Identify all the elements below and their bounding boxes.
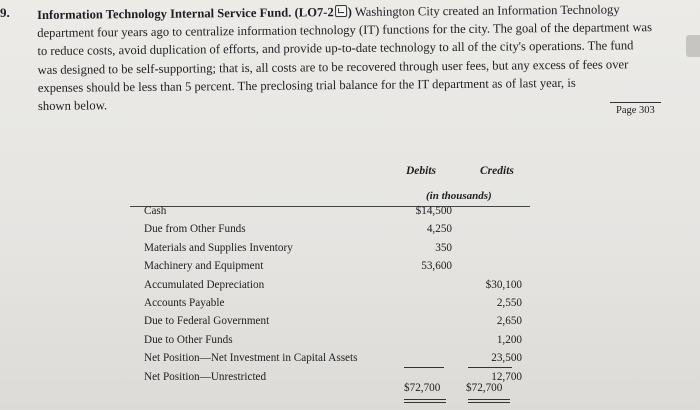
units-label: (in thousands) xyxy=(426,190,492,202)
problem-line-2: department four years ago to centralize information technology (IT) functions for the city. The goal of the department was xyxy=(37,20,653,41)
table-row xyxy=(144,222,544,240)
debit-amount: 53,600 xyxy=(421,260,452,273)
debit-amount: 4,250 xyxy=(426,223,452,236)
credit-amount: 23,500 xyxy=(491,352,522,365)
debit-amount: 350 xyxy=(435,241,452,254)
table-row xyxy=(144,333,544,351)
problem-title: Information Technology Internal Service Fund. xyxy=(37,5,292,22)
account-name: Machinery and Equipment xyxy=(144,260,264,273)
total-debits: $72,700 xyxy=(404,382,441,394)
problem-number: 9. xyxy=(0,5,10,20)
credit-amount: 2,550 xyxy=(496,296,522,309)
credit-amount: $30,100 xyxy=(485,278,522,291)
credits-header: Credits xyxy=(480,165,514,177)
credit-amount: 12,700 xyxy=(491,370,522,383)
table-row xyxy=(144,296,544,314)
debits-subtotal-rule xyxy=(404,367,444,368)
total-credits: $72,700 xyxy=(466,382,503,394)
debit-amount: $14,500 xyxy=(415,205,452,217)
learning-objective: (LO7-2 ) xyxy=(294,4,353,20)
account-name: Cash xyxy=(144,205,167,217)
credit-amount: 2,650 xyxy=(496,315,522,328)
debits-double-rule xyxy=(404,399,446,403)
trial-balance-rows xyxy=(144,204,544,388)
credit-amount: 1,200 xyxy=(496,333,522,346)
table-row xyxy=(144,259,544,277)
account-name: Net Position—Net Investment in Capital Assets xyxy=(144,352,358,365)
debits-header: Debits xyxy=(406,165,437,177)
problem-text xyxy=(37,0,663,115)
page-reference: Page 303 xyxy=(610,102,661,119)
ebook-link-icon[interactable] xyxy=(335,5,347,17)
account-name: Accumulated Depreciation xyxy=(144,278,265,291)
table-row xyxy=(144,241,544,259)
account-name: Net Position—Unrestricted xyxy=(144,370,267,383)
problem-line-3: to reduce costs, avoid duplication of efforts, and provide up-to-date technology to all of the city's operations. The fund xyxy=(37,38,634,59)
problem-line-5: expenses should be less than 5 percent. The preclosing trial balance for the IT department as of last year, is xyxy=(37,75,576,95)
table-row xyxy=(144,314,544,332)
account-name: Due to Other Funds xyxy=(144,333,233,346)
account-name: Materials and Supplies Inventory xyxy=(144,241,293,254)
credits-subtotal-rule xyxy=(468,367,512,368)
account-name: Due from Other Funds xyxy=(144,223,246,236)
credits-double-rule xyxy=(468,399,510,403)
account-name: Accounts Payable xyxy=(144,296,225,309)
table-row xyxy=(144,204,544,222)
problem-line-6: shown below. xyxy=(37,98,108,114)
table-row xyxy=(144,278,544,296)
problem-line-1: Washington City created an Information Technology xyxy=(354,2,620,19)
account-name: Due to Federal Government xyxy=(144,315,270,328)
problem-line-4: was designed to be self-supporting; that is, all costs are to be recovered through user fees, but any excess of fees over xyxy=(37,56,629,77)
page-edge-tab xyxy=(686,35,700,57)
